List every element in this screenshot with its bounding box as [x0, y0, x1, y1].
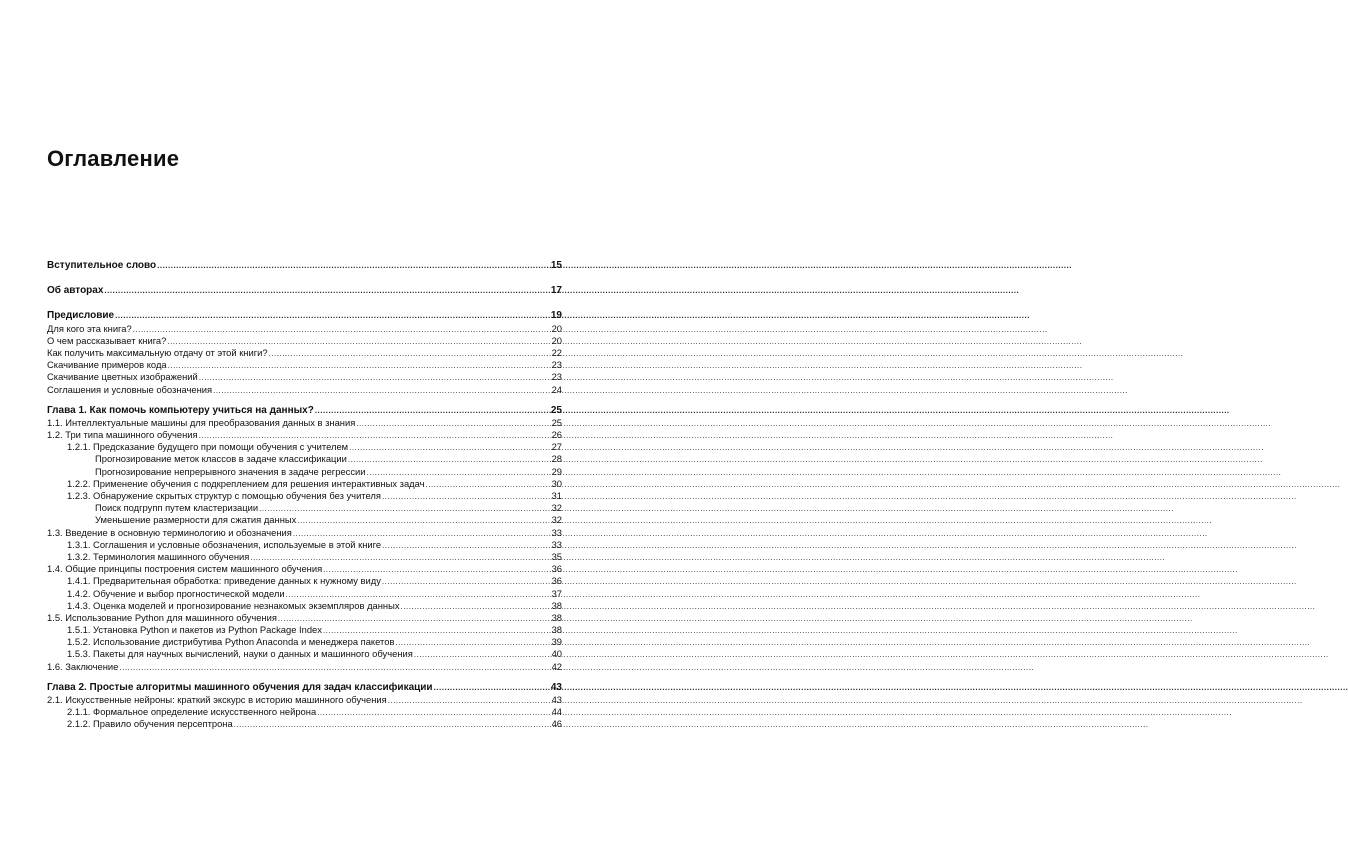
toc-page-number: 15 [550, 260, 562, 271]
toc-entry[interactable] [47, 636, 562, 648]
toc-entry[interactable] [47, 563, 562, 575]
toc-entry-title: 2.1. Искусственные нейроны: краткий экскурс в историю машинного обучения [47, 694, 387, 705]
toc-entry-title: 1.5.1. Установка Python и пакетов из Python Package Index [67, 624, 322, 636]
toc-entry-title: 1.3.2. Терминология машинного обучения [67, 550, 250, 562]
toc-dot-leader [414, 649, 551, 661]
toc-entry[interactable] [47, 453, 562, 465]
toc-page-number: 23 [551, 359, 562, 371]
toc-page-number: 33 [551, 538, 562, 550]
toc-page-number: 19 [550, 310, 562, 322]
toc-page-number: 44 [551, 706, 562, 718]
toc-entry[interactable] [47, 648, 562, 660]
toc-dot-leader [157, 260, 550, 272]
toc-entry[interactable] [47, 661, 562, 673]
toc-dot-leader [382, 491, 551, 503]
toc-page-number: 20 [551, 322, 562, 334]
toc-entry-title: 1.3.1. Соглашения и условные обозначения, используемые в этой книге [67, 538, 382, 550]
toc-page-number: 35 [551, 550, 562, 562]
toc-entry[interactable] [47, 335, 562, 347]
toc-page-number: 24 [551, 383, 562, 395]
toc-entry[interactable] [47, 527, 562, 539]
toc-dot-leader [104, 285, 549, 297]
toc-entry[interactable] [47, 490, 562, 502]
toc-entry-title: 1.1. Интеллектуальные машины для преобразования данных в знания [47, 416, 356, 428]
toc-page-number: 36 [551, 563, 562, 575]
toc-page-number: 20 [551, 334, 562, 346]
toc-page-number: 38 [551, 624, 562, 636]
toc-page-number: 30 [551, 477, 562, 489]
page-title: Оглавление [47, 146, 180, 171]
toc-entry[interactable] [47, 718, 562, 730]
toc-entry[interactable] [47, 600, 562, 612]
toc-dot-leader [382, 576, 551, 588]
toc-chapter-entry[interactable] [47, 405, 562, 417]
toc-entry-title: Глава 1. Как помочь компьютеру учиться на данных? [47, 404, 314, 416]
toc-entry[interactable] [47, 624, 562, 636]
toc-page-number: 38 [551, 611, 562, 623]
toc-page-number: 36 [551, 575, 562, 587]
toc-page-number: 25 [551, 416, 562, 428]
toc-dot-leader [133, 324, 551, 336]
toc-dot-leader [349, 442, 550, 454]
toc-entry-title: Прогнозирование меток классов в задаче классификации [95, 453, 347, 465]
toc-page-number: 43 [550, 681, 562, 693]
toc-dot-leader [388, 695, 551, 707]
toc-page-number: 26 [551, 429, 562, 441]
toc-dot-leader [168, 360, 551, 372]
toc-page-number: 37 [551, 587, 562, 599]
toc-entry[interactable] [47, 588, 562, 600]
toc-entry[interactable] [47, 417, 562, 429]
toc-page-number: 23 [551, 371, 562, 383]
toc-dot-leader [395, 637, 550, 649]
toc-dot-leader [315, 405, 550, 417]
toc-entry[interactable] [47, 502, 562, 514]
toc-page-number: 31 [551, 490, 562, 501]
toc-dot-leader [382, 540, 550, 552]
toc-entry-title: 1.2. Три типа машинного обучения [47, 429, 198, 441]
toc-dot-leader [213, 385, 550, 397]
toc-dot-leader [199, 372, 551, 384]
toc-entry-title: 1.4.1. Предварительная обработка: приведение данных к нужному виду [67, 575, 381, 587]
toc-chapter-entry[interactable] [47, 310, 562, 322]
toc-chapter-entry[interactable] [47, 682, 562, 694]
toc-entry-title: Скачивание примеров кода [47, 359, 167, 371]
toc-page-number: 25 [550, 404, 562, 416]
toc-entry[interactable] [47, 478, 562, 490]
toc-entry[interactable] [47, 441, 562, 453]
toc-dot-leader [426, 479, 551, 491]
toc-entry-title: 1.2.2. Применение обучения с подкреплением для решения интерактивных задач [67, 477, 425, 489]
toc-page-number: 32 [551, 502, 562, 514]
toc-entry[interactable] [47, 575, 562, 587]
toc-chapter-entry[interactable] [47, 285, 562, 297]
toc-entry-title: Предисловие [47, 310, 115, 322]
toc-entry-title: Скачивание цветных изображений [47, 371, 198, 383]
toc-page-number: 46 [551, 718, 562, 730]
toc-entry-title: 1.4.2. Обучение и выбор прогностической модели [67, 587, 285, 599]
toc-entry[interactable] [47, 551, 562, 563]
toc-dot-leader [119, 662, 550, 674]
toc-dot-leader [401, 601, 551, 613]
toc-dot-leader [434, 682, 550, 694]
toc-page-number: 27 [551, 441, 562, 453]
toc-entry[interactable] [47, 371, 562, 383]
toc-entry-title: 1.6. Заключение [47, 660, 119, 672]
toc-page-number: 33 [551, 526, 562, 538]
toc-entry[interactable] [47, 612, 562, 624]
toc-dot-leader [356, 418, 550, 430]
toc-entry-title: Вступительное слово [47, 260, 157, 271]
toc-entry[interactable] [47, 514, 562, 526]
toc-dot-leader [317, 707, 550, 719]
toc-page-number: 17 [550, 285, 562, 297]
toc-entry[interactable] [47, 539, 562, 551]
toc-page-number: 40 [551, 648, 562, 660]
toc-entry-title: 1.2.3. Обнаружение скрытых структур с помощью обучения без учителя [67, 490, 381, 501]
toc-entry[interactable] [47, 466, 562, 478]
toc-entry[interactable] [47, 359, 562, 371]
toc-dot-leader [115, 310, 550, 322]
toc-entry[interactable] [47, 323, 562, 335]
toc-entry-title: 2.1.1. Формальное определение искусственного нейрона [67, 706, 317, 718]
toc-entry-title: 1.5. Использование Python для машинного обучения [47, 611, 277, 623]
toc-page-number: 39 [551, 636, 562, 648]
toc-entry-title: 1.3. Введение в основную терминологию и обозначения [47, 526, 292, 538]
toc-entry-title: О чем рассказывает книга? [47, 334, 167, 346]
toc-entry-title: Глава 2. Простые алгоритмы машинного обучения для задач классификации [47, 681, 433, 693]
toc-entry-title: Уменьшение размерности для сжатия данных [95, 514, 297, 526]
table-of-contents [47, 260, 562, 731]
toc-entry-title: Для кого эта книга? [47, 322, 132, 334]
toc-entry[interactable] [47, 429, 562, 441]
toc-entry[interactable] [47, 347, 562, 359]
toc-entry-title: 1.5.2. Использование дистрибутива Python Anaconda и менеджера пакетов [67, 636, 395, 648]
toc-page-number: 29 [551, 465, 562, 477]
toc-entry-title: Поиск подгрупп путем кластеризации [95, 502, 259, 514]
toc-entry-title: 1.2.1. Предсказание будущего при помощи обучения с учителем [67, 441, 349, 453]
toc-page-number: 28 [551, 453, 562, 465]
toc-entry-title: Об авторах [47, 285, 104, 297]
toc-page-number: 38 [551, 599, 562, 611]
toc-page-number: 32 [551, 514, 562, 526]
toc-entry-title: 2.1.2. Правило обучения персептрона [67, 718, 233, 730]
toc-entry-title: Соглашения и условные обозначения [47, 383, 213, 395]
toc-dot-leader [234, 719, 551, 731]
toc-page-number: 43 [551, 694, 562, 705]
toc-entry-title: Как получить максимальную отдачу от этой книги? [47, 346, 268, 358]
toc-page-number: 22 [551, 346, 562, 358]
toc-entry[interactable] [47, 384, 562, 396]
toc-chapter-entry[interactable] [47, 260, 562, 272]
toc-entry-title: 1.5.3. Пакеты для научных вычислений, науки о данных и машинного обучения [67, 648, 413, 660]
toc-dot-leader [348, 454, 551, 466]
toc-dot-leader [297, 515, 550, 527]
toc-entry-title: 1.4.3. Оценка моделей и прогнозирование незнакомых экземпляров данных [67, 599, 400, 611]
toc-entry[interactable] [47, 706, 562, 718]
toc-dot-leader [269, 348, 551, 360]
toc-dot-leader [259, 503, 550, 515]
toc-entry[interactable] [47, 694, 562, 706]
toc-page-number: 42 [551, 660, 562, 672]
toc-entry-title: 1.4. Общие принципы построения систем машинного обучения [47, 563, 323, 575]
toc-entry-title: Прогнозирование непрерывного значения в задаче регрессии [95, 465, 366, 477]
